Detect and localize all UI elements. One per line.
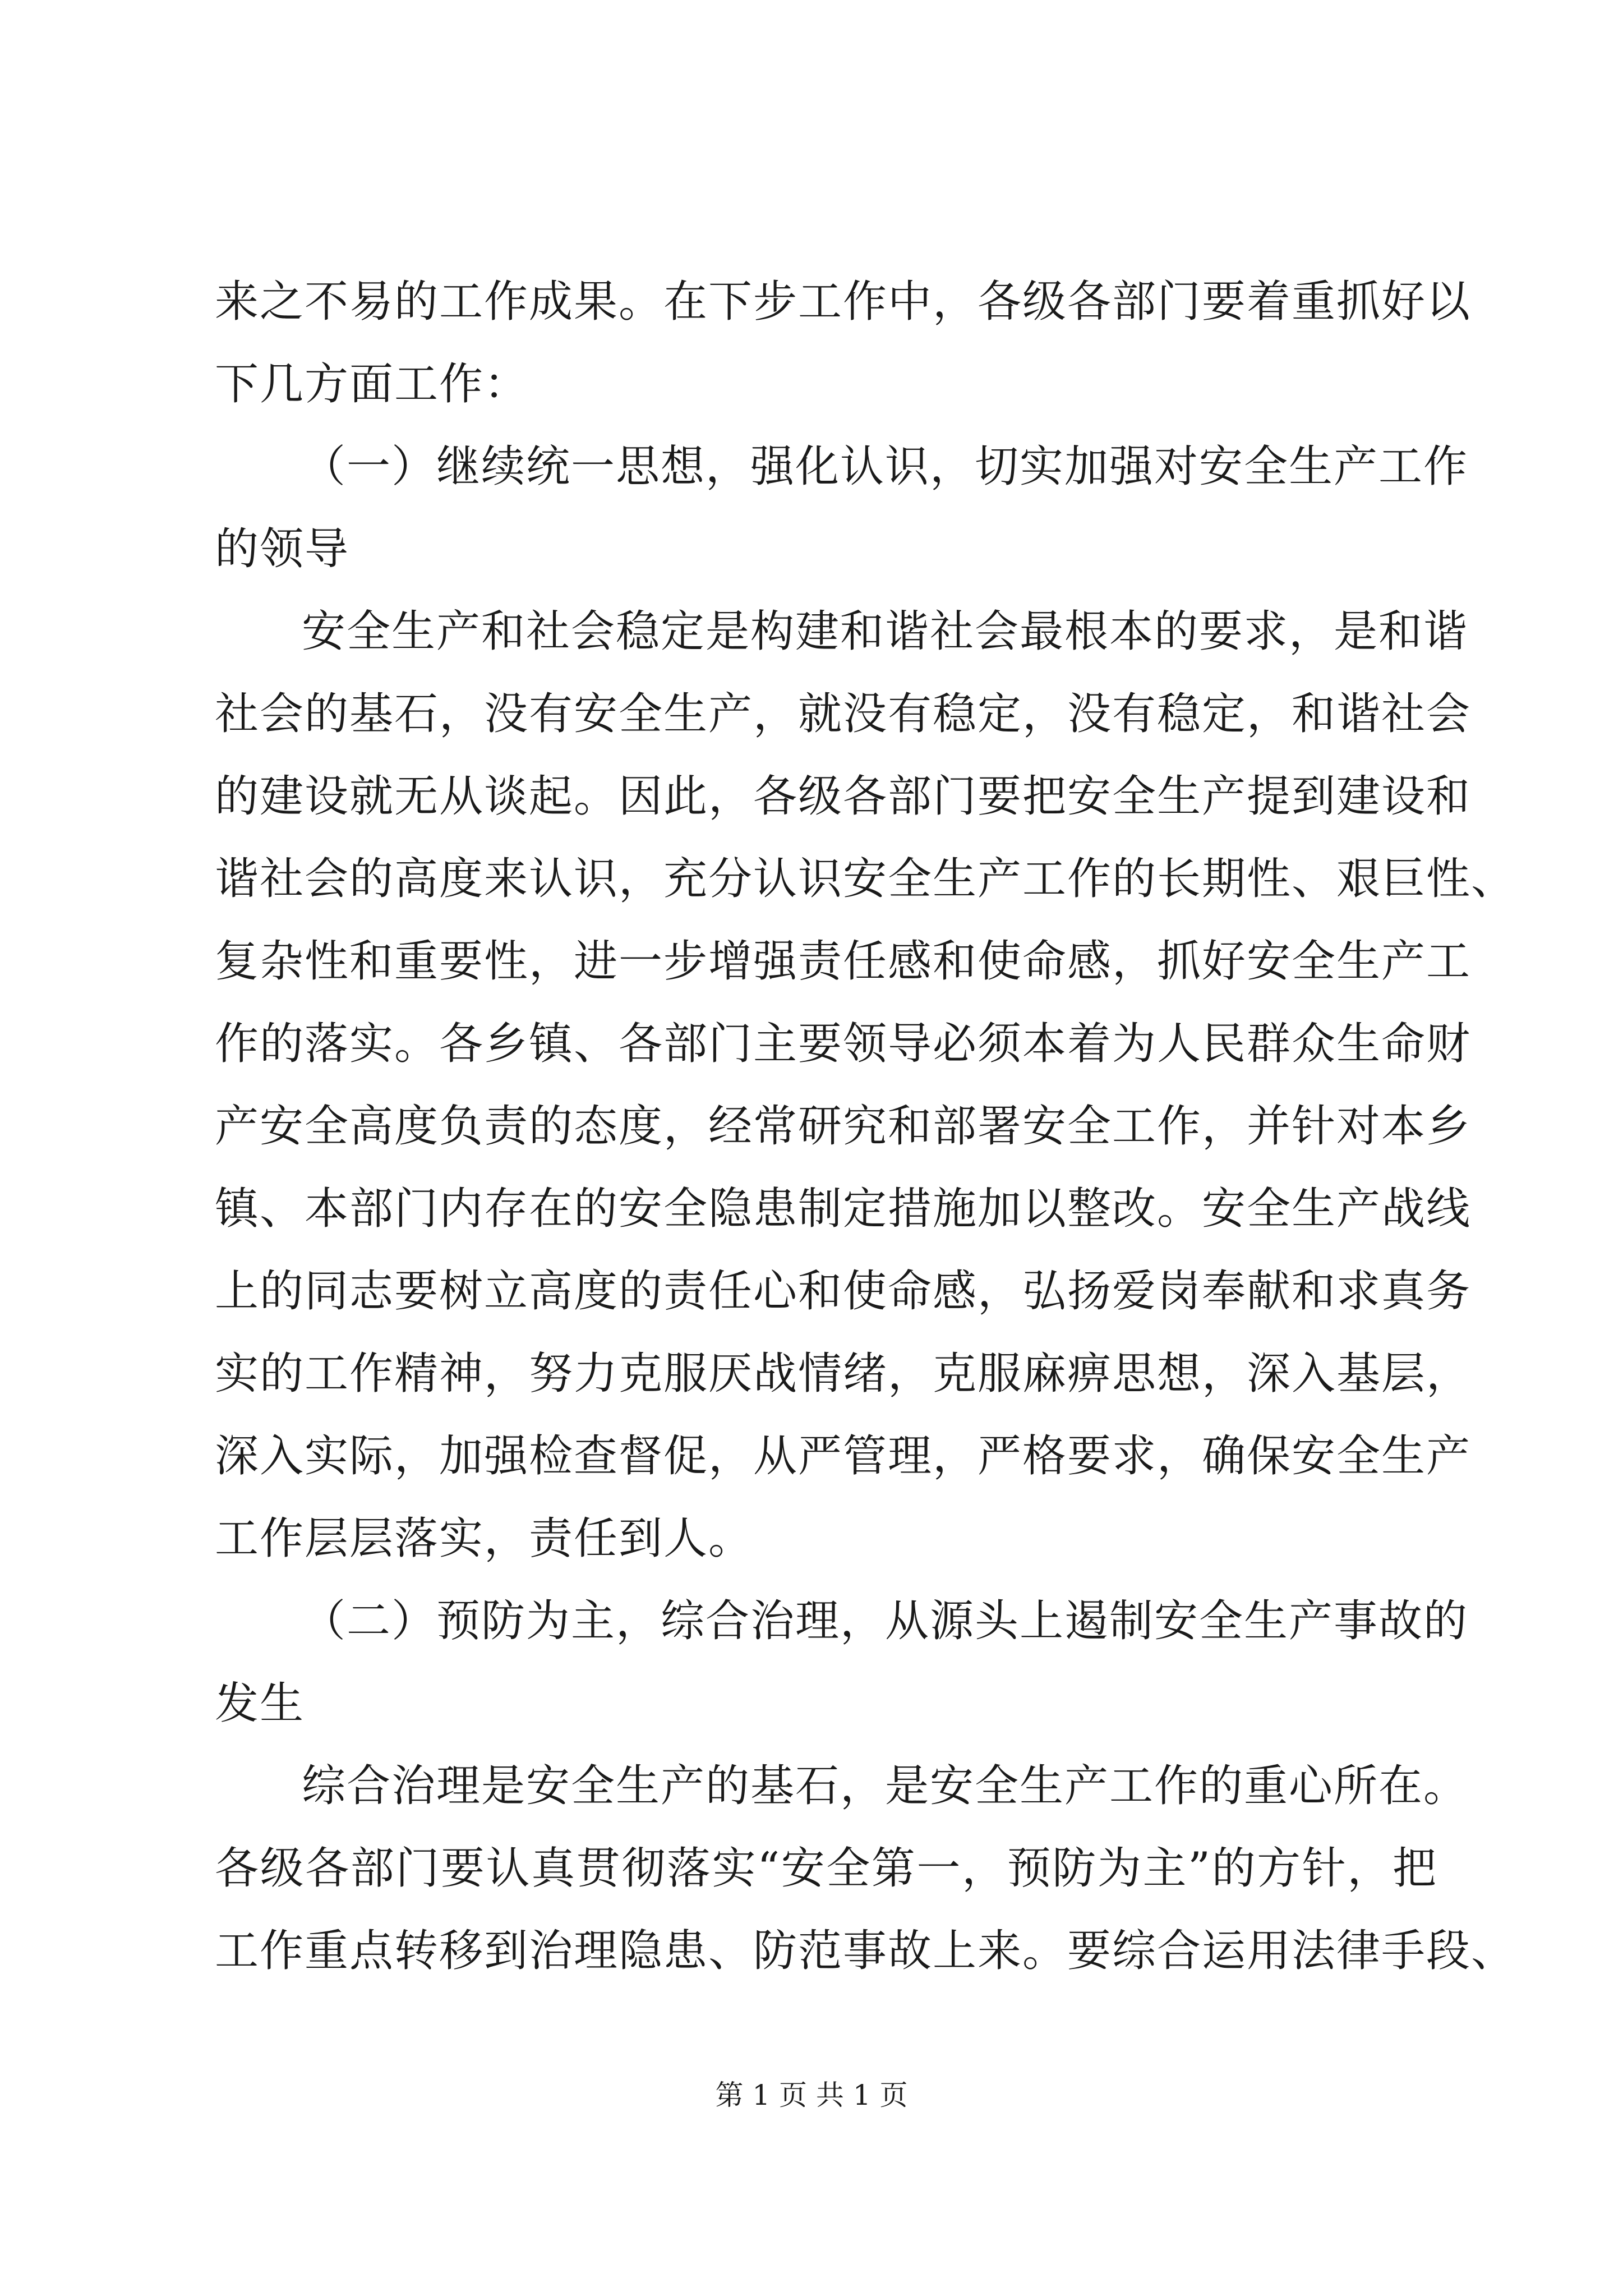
text-line: 下几方面工作： bbox=[215, 359, 529, 409]
text-line: 镇、本部门内存在的安全隐患制定措施加以整改。安全生产战线 bbox=[215, 1184, 1472, 1234]
text-line: 产安全高度负责的态度，经常研究和部署安全工作，并针对本乡 bbox=[215, 1101, 1472, 1152]
text-line: 复杂性和重要性，进一步增强责任感和使命感，抓好安全生产工 bbox=[215, 936, 1472, 987]
section-heading-1: （一）继续统一思想，强化认识，切实加强对安全生产工作 bbox=[302, 441, 1469, 492]
text-line: 工作层层落实，责任到人。 bbox=[215, 1513, 754, 1564]
text-line: 的建设就无从谈起。因此，各级各部门要把安全生产提到建设和 bbox=[215, 771, 1472, 822]
document-body bbox=[215, 261, 1516, 1993]
page-footer bbox=[0, 2076, 1623, 2115]
page-number-label: 第 1 页 共 1 页 bbox=[715, 2079, 908, 2111]
text-line: 社会的基石，没有安全生产，就没有稳定，没有稳定，和谐社会 bbox=[215, 689, 1472, 739]
text-line: 谐社会的高度来认识，充分认识安全生产工作的长期性、艰巨性、 bbox=[215, 854, 1516, 904]
section-heading-1-continued: 的领导 bbox=[215, 524, 350, 574]
text-line: 深入实际，加强检查督促，从严管理，严格要求，确保安全生产 bbox=[215, 1431, 1472, 1481]
text-line: 实的工作精神，努力克服厌战情绪，克服麻痹思想，深入基层， bbox=[215, 1349, 1472, 1399]
text-line: 各级各部门要认真贯彻落实“安全第一，预防为主”的方针，把 bbox=[215, 1843, 1437, 1894]
text-line: 来之不易的工作成果。在下步工作中，各级各部门要着重抓好以 bbox=[215, 277, 1472, 327]
paragraph-start: 综合治理是安全生产的基石，是安全生产工作的重心所在。 bbox=[302, 1761, 1469, 1811]
paragraph-start: 安全生产和社会稳定是构建和谐社会最根本的要求，是和谐 bbox=[302, 606, 1469, 657]
section-heading-2: （二）预防为主，综合治理，从源头上遏制安全生产事故的 bbox=[302, 1596, 1469, 1646]
text-line: 上的同志要树立高度的责任心和使命感，弘扬爱岗奉献和求真务 bbox=[215, 1266, 1472, 1317]
section-heading-2-continued: 发生 bbox=[215, 1678, 305, 1729]
text-line: 工作重点转移到治理隐患、防范事故上来。要综合运用法律手段、 bbox=[215, 1926, 1516, 1976]
text-line: 作的落实。各乡镇、各部门主要领导必须本着为人民群众生命财 bbox=[215, 1019, 1472, 1069]
